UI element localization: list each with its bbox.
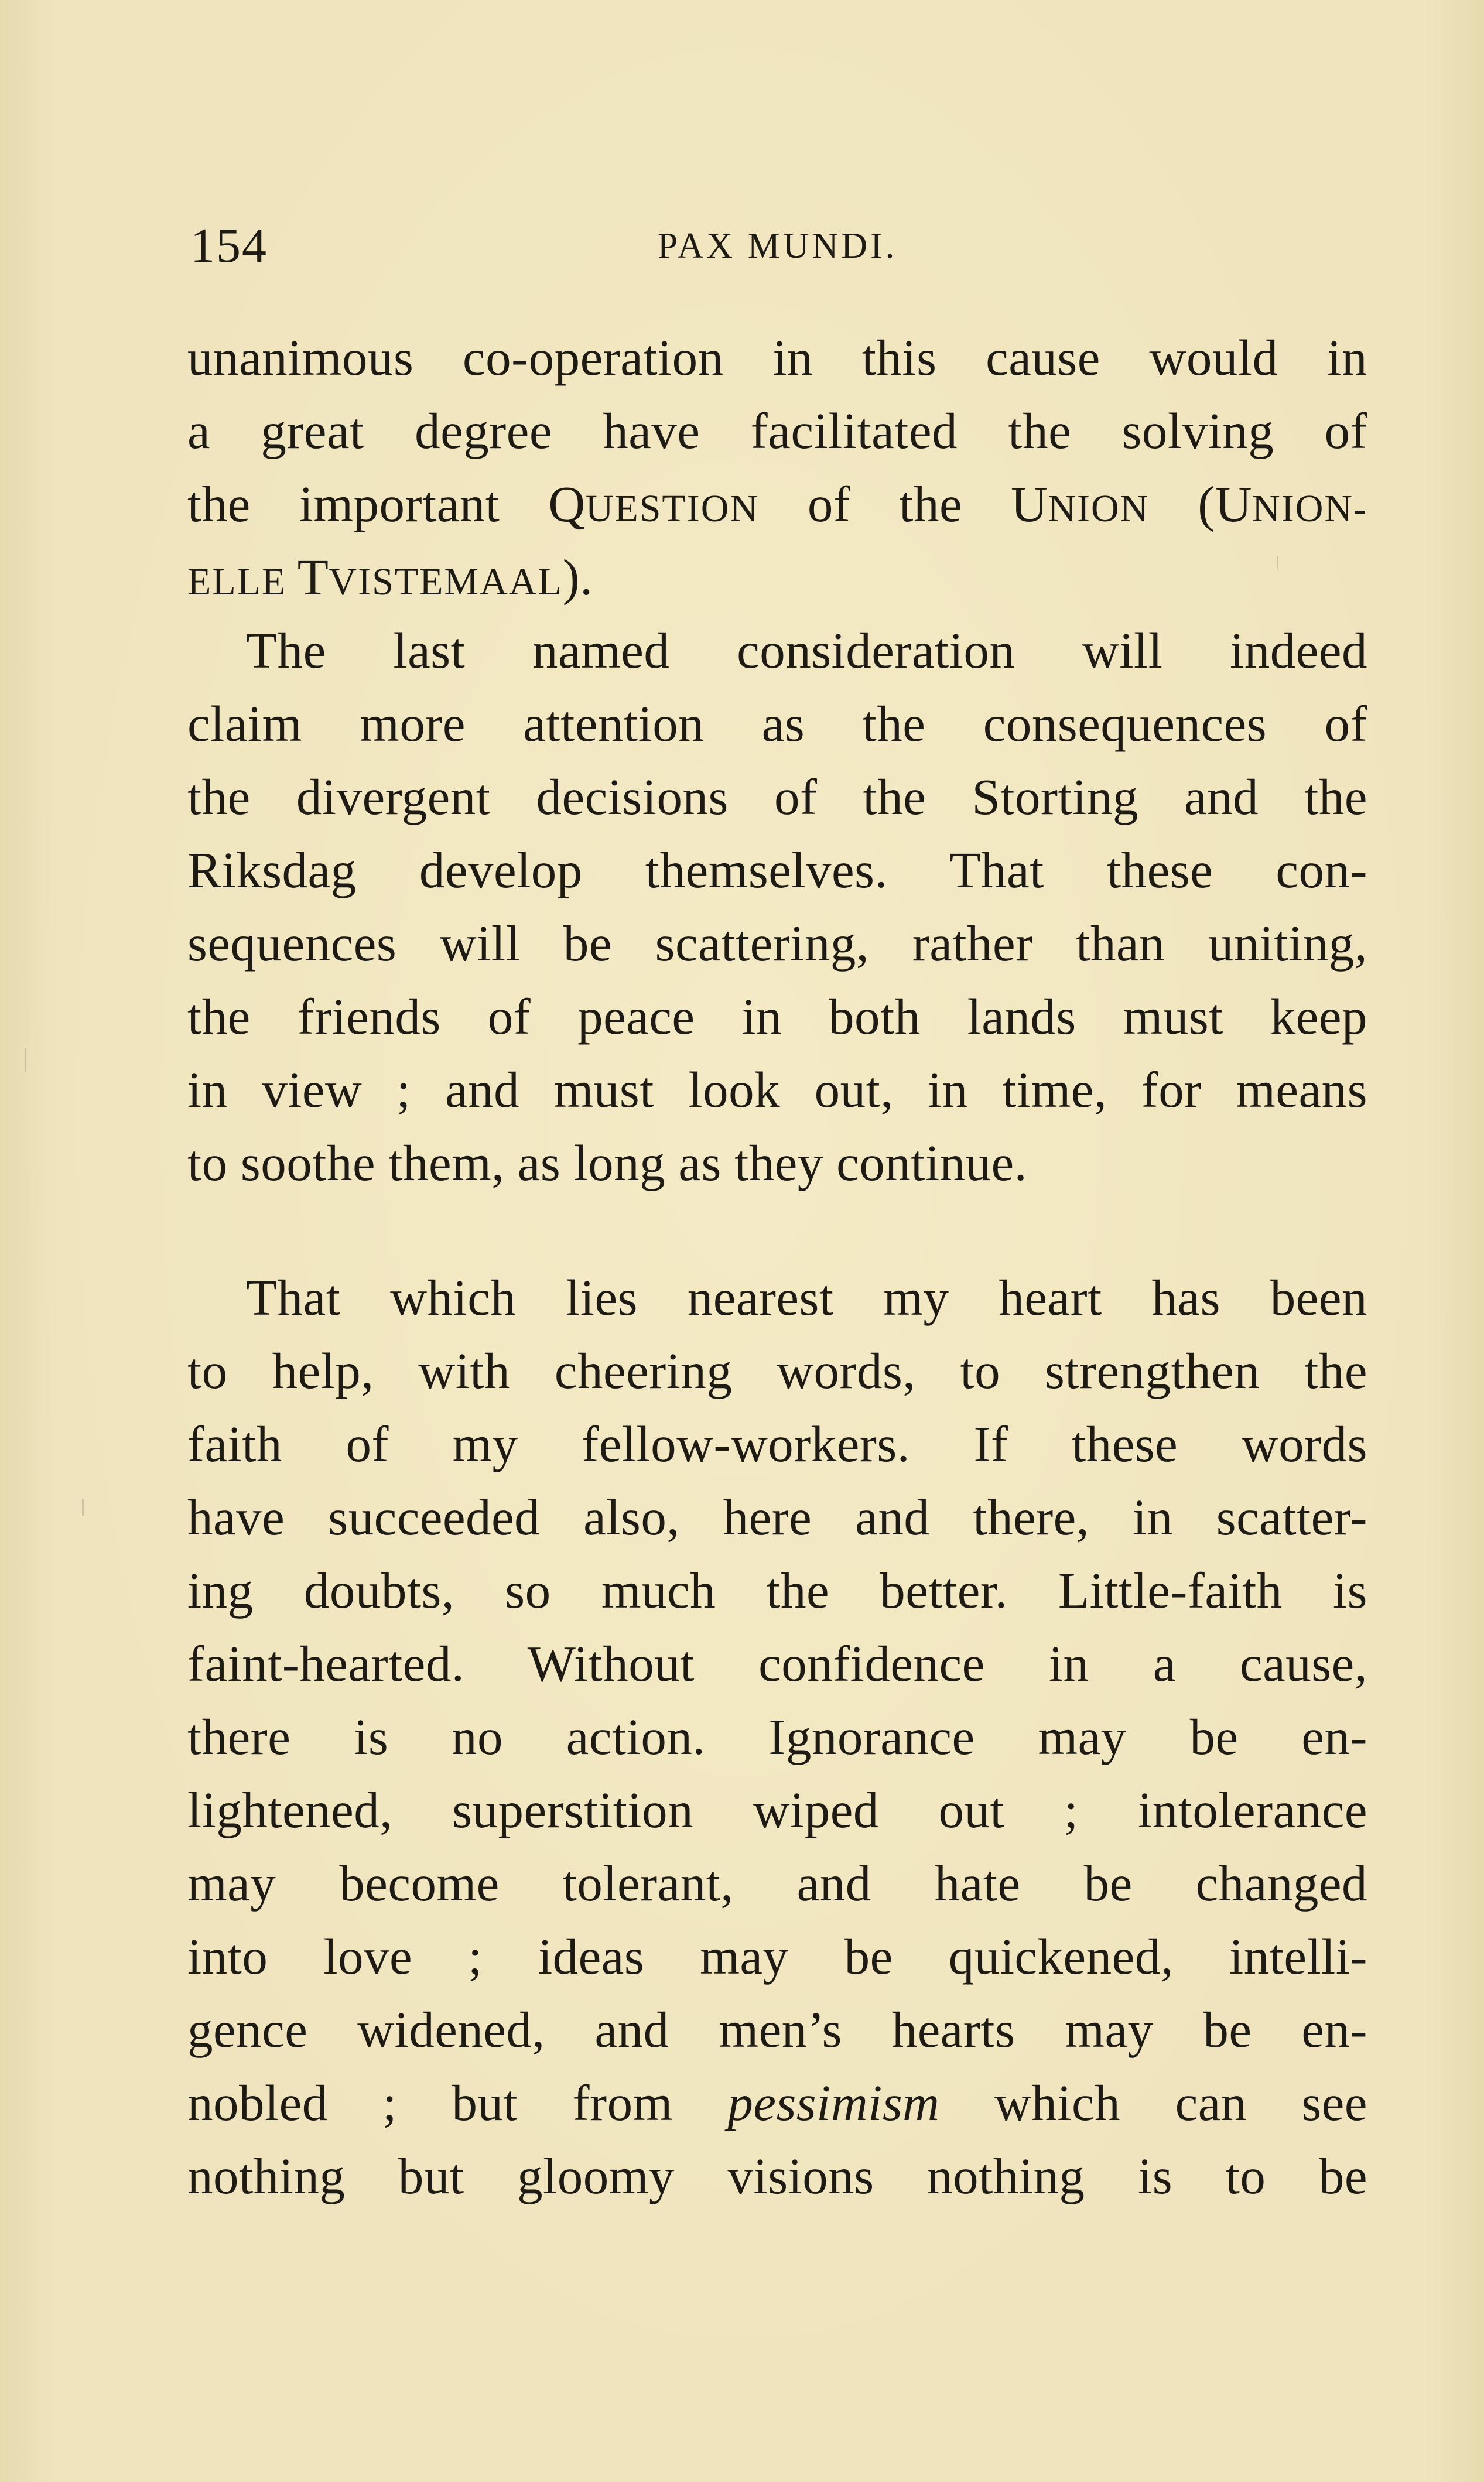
text-run: which can see [939, 2074, 1367, 2131]
text-line [187, 467, 1367, 541]
text-line: sequences will be scattering, rather than uniting, [187, 915, 1367, 972]
text-line: faint-hearted. Without confidence in a cause, [187, 1635, 1367, 1692]
text-line: a great degree have facilitated the solving of [187, 402, 1367, 459]
text-line: That which lies nearest my heart has been [246, 1269, 1367, 1326]
page-number: 154 [190, 218, 268, 273]
text-line: there is no action. Ignorance may be en- [187, 1708, 1367, 1765]
small-caps-initial: T [297, 549, 329, 606]
text-line: to help, with cheering words, to strengthen the [187, 1342, 1367, 1399]
text-line: gence widened, and men’s hearts may be en- [187, 2001, 1367, 2058]
text-line: Riksdag develop themselves. That these con- [187, 842, 1367, 898]
text-line: nothing but gloomy visions nothing is to be [187, 2148, 1367, 2204]
body-text [187, 321, 1367, 2213]
text-line: lightened, superstition wiped out ; intolerance [187, 1782, 1367, 1838]
small-caps-text: VISTEMAAL [329, 560, 563, 603]
text-line: in view ; and must look out, in time, for means [187, 1061, 1367, 1118]
small-caps-initial: Q [548, 476, 586, 532]
small-caps-text: NION [1048, 487, 1150, 530]
small-caps-initial: U [1215, 476, 1253, 532]
text-line: have succeeded also, here and there, in scatter- [187, 1489, 1367, 1546]
text-line: the friends of peace in both lands must keep [187, 988, 1367, 1045]
text-run: of the [759, 476, 1011, 532]
text-line: to soothe them, as long as they continue. [187, 1134, 1027, 1191]
text-line: unanimous co-operation in this cause would in [187, 329, 1367, 386]
small-caps-text: UESTION [585, 487, 760, 530]
text-run: nobled ; but from [187, 2074, 728, 2131]
text-run: ( [1149, 476, 1215, 532]
small-caps-text: ELLE [187, 560, 298, 603]
paper-speck [82, 1499, 84, 1516]
text-line: ing doubts, so much the better. Little-faith is [187, 1562, 1367, 1619]
text-run: ). [562, 549, 593, 606]
small-caps-initial: U [1011, 476, 1048, 532]
running-title: PAX MUNDI. [657, 226, 898, 266]
italic-word: pessimism [727, 2074, 940, 2131]
text-line: the divergent decisions of the Storting and the [187, 768, 1367, 825]
section-gap [187, 1199, 1367, 1261]
small-caps-text: NION- [1252, 487, 1367, 530]
text-line: into love ; ideas may be quickened, intelli- [187, 1928, 1367, 1985]
text-line [187, 541, 1367, 614]
paper-speck [1277, 556, 1278, 569]
text-line: faith of my fellow-workers. If these words [187, 1416, 1367, 1472]
text-line: The last named consideration will indeed [246, 622, 1367, 679]
text-run: the important [187, 476, 549, 532]
text-line: claim more attention as the consequences of [187, 695, 1367, 752]
text-line: may become tolerant, and hate be changed [187, 1855, 1367, 1912]
text-line [187, 2066, 1367, 2139]
paper-speck [25, 1048, 26, 1072]
running-head [190, 211, 1365, 281]
